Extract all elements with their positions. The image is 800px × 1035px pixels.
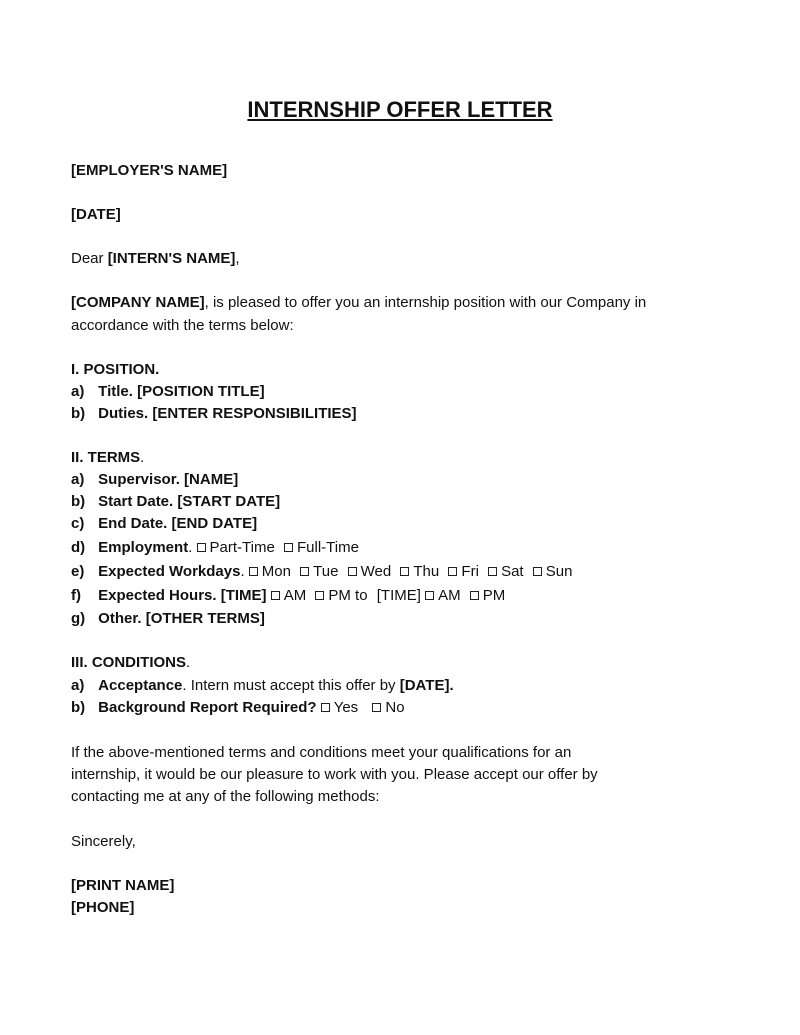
sat-label: Sat [501,563,524,580]
closing-line-3: contacting me at any of the following methods: [71,788,380,805]
list-label: a) [71,677,85,694]
position-duties-value: [ENTER RESPONSIBILITIES] [152,405,357,422]
supervisor-name: Supervisor. [98,471,180,488]
hours-time-2: [TIME] [376,587,421,604]
thu-label: Thu [413,563,440,580]
employment-period: . [188,539,193,556]
fri-label: Fri [461,563,479,580]
wed-checkbox[interactable] [348,567,357,576]
list-label: d) [71,539,86,556]
intro-text-1: , is pleased to offer you an internship position with our Company in [204,294,647,311]
am-1-checkbox[interactable] [271,591,280,600]
full-time-label: Full-Time [296,539,359,556]
other-name: Other. [98,610,142,627]
no-checkbox[interactable] [372,703,381,712]
workdays-period: . [240,563,245,580]
hours-row [71,586,510,606]
list-label: b) [71,405,86,422]
am-1-label: AM [283,587,307,604]
page-title: INTERNSHIP OFFER LETTER [247,97,553,122]
salutation-dear: Dear [71,250,104,267]
full-time-checkbox[interactable] [284,543,293,552]
other-row [71,609,265,629]
fri-checkbox[interactable] [448,567,457,576]
salutation [71,249,240,269]
tue-checkbox[interactable] [300,567,309,576]
employment-row [71,538,364,558]
employment-name: Employment [98,539,189,556]
position-duties-row [71,404,357,424]
list-label: b) [71,699,86,716]
employer-name: [EMPLOYER'S NAME] [71,162,228,179]
salutation-comma: , [235,250,240,267]
terms-heading-period: . [140,449,145,466]
supervisor-value: [NAME] [184,471,239,488]
acceptance-date: [DATE] [399,677,450,694]
letter-date: [DATE] [71,206,121,223]
mon-checkbox[interactable] [249,567,258,576]
yes-label: Yes [333,699,359,716]
acceptance-text: Intern must accept this offer by [190,677,396,694]
sign-off: Sincerely, [71,833,136,850]
am-2-checkbox[interactable] [425,591,434,600]
closing-line-1: If the above-mentioned terms and conditions meet your qualifications for an [71,744,572,761]
closing-line-2: internship, it would be our pleasure to work with you. Please accept our offer by [71,766,598,783]
part-time-label: Part-Time [209,539,275,556]
list-label: c) [71,515,85,532]
company-name: [COMPANY NAME] [71,294,205,311]
yes-checkbox[interactable] [321,703,330,712]
acceptance-name: Acceptance [98,677,183,694]
position-title-value: [POSITION TITLE] [137,383,265,400]
start-date-row [71,492,280,512]
print-name: [PRINT NAME] [71,877,175,894]
conditions-heading-period: . [186,654,191,671]
background-name: Background Report Required? [98,699,317,716]
list-label: e) [71,563,85,580]
sun-checkbox[interactable] [533,567,542,576]
workdays-name: Expected Workdays [98,563,241,580]
position-title-name: Title. [98,383,133,400]
conditions-heading-text: III. CONDITIONS [71,654,187,671]
start-date-value: [START DATE] [177,493,281,510]
acceptance-end: . [449,677,454,694]
mon-label: Mon [261,563,291,580]
sat-checkbox[interactable] [488,567,497,576]
end-date-row [71,514,257,534]
other-value: [OTHER TERMS] [145,610,265,627]
hours-time-1: [TIME] [220,587,267,604]
list-label: f) [71,587,81,604]
terms-heading [71,448,144,468]
end-date-value: [END DATE] [171,515,258,532]
tue-label: Tue [313,563,339,580]
am-2-label: AM [438,587,461,604]
intro-line-1 [71,293,646,313]
acceptance-period: . [182,677,187,694]
acceptance-row [71,676,454,696]
position-duties-name: Duties. [98,405,149,422]
intro-line-2: accordance with the terms below: [71,317,294,334]
wed-label: Wed [360,563,392,580]
hours-name: Expected Hours. [98,587,217,604]
list-label: b) [71,493,86,510]
position-title-row [71,382,265,402]
pm-2-checkbox[interactable] [470,591,479,600]
workdays-row [71,562,577,582]
list-label: g) [71,610,86,627]
terms-heading-text: II. TERMS [71,449,141,466]
pm-1-checkbox[interactable] [315,591,324,600]
end-date-name: End Date. [98,515,168,532]
supervisor-row [71,470,238,490]
list-label: a) [71,471,85,488]
sun-label: Sun [545,563,573,580]
position-heading: I. POSITION. [71,361,160,378]
background-row [71,698,410,718]
start-date-name: Start Date. [98,493,174,510]
pm-2-label: PM [482,587,506,604]
part-time-checkbox[interactable] [197,543,206,552]
no-label: No [385,699,405,716]
conditions-heading [71,653,190,673]
thu-checkbox[interactable] [400,567,409,576]
phone: [PHONE] [71,899,135,916]
intern-name: [INTERN'S NAME] [107,250,236,267]
pm-to-label: PM to [328,587,368,604]
list-label: a) [71,383,85,400]
